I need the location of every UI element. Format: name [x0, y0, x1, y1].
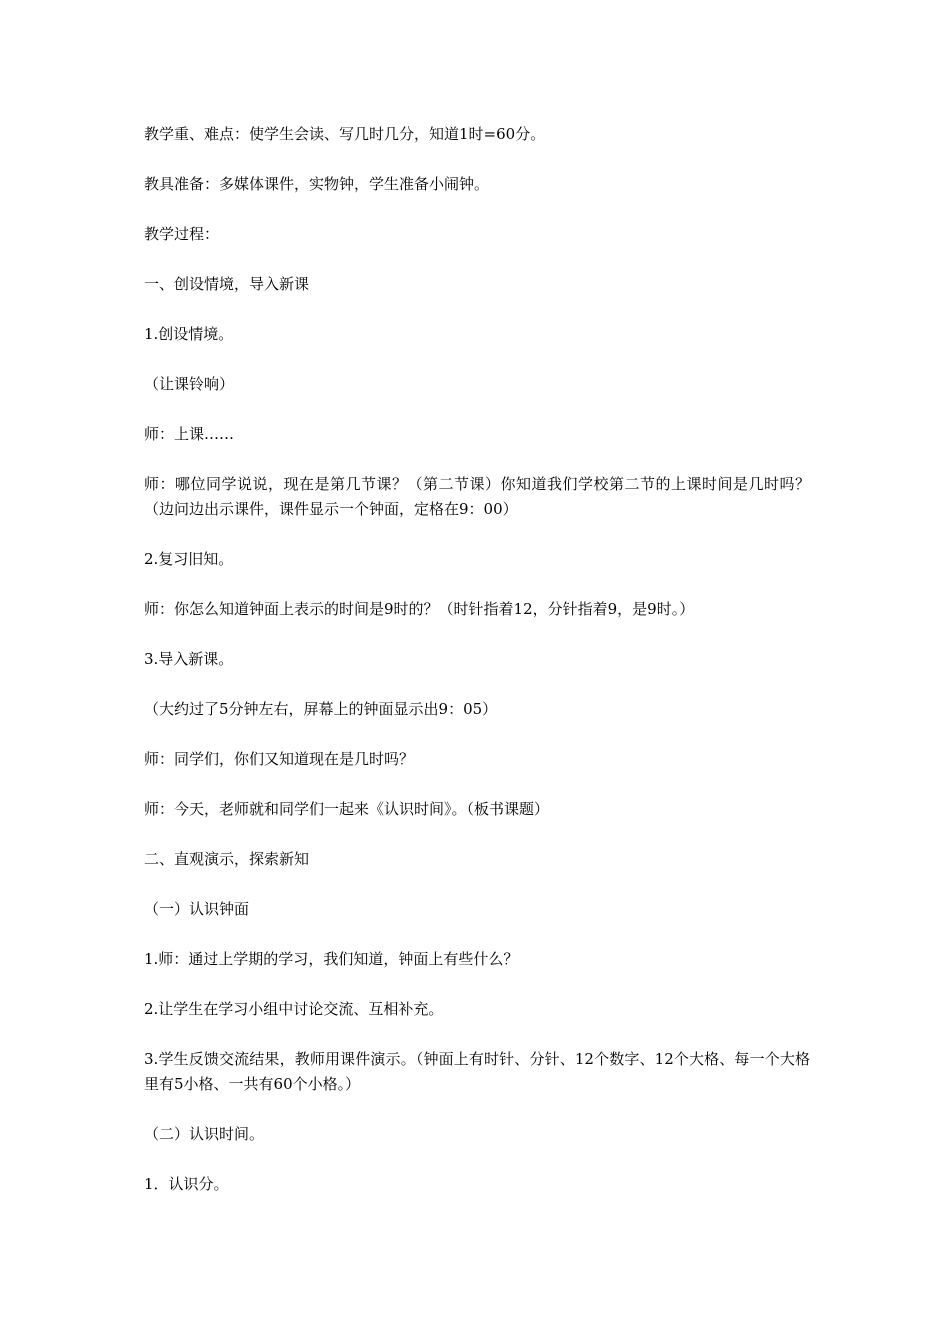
paragraph-feedback: 3.学生反馈交流结果，教师用课件演示。（钟面上有时针、分针、12个数字、12个大格、每一个大格里有5小格、一共有60个小格。）: [144, 1050, 810, 1093]
paragraph-teacher-question: 师：哪位同学说说，现在是第几节课？（第二节课）你知道我们学校第二节的上课时间是几时吗？（边问边出示课件，课件显示一个钟面，定格在9：00）: [144, 475, 810, 518]
paragraph-teacher-ask: 师：同学们，你们又知道现在是几时吗？: [144, 750, 415, 768]
paragraph-review: 师：你怎么知道钟面上表示的时间是9时的？（时针指着12，分针指着9，是9时。）: [144, 600, 695, 618]
paragraph-group-discussion: 2.让学生在学习小组中讨论交流、互相补充。: [144, 1000, 444, 1018]
paragraph-clock-change: （大约过了5分钟左右，屏幕上的钟面显示出9：05）: [144, 700, 498, 718]
paragraph-clock-face-question: 1.师：通过上学期的学习，我们知道，钟面上有些什么？: [144, 950, 519, 968]
paragraph-topic-intro: 师：今天，老师就和同学们一起来《认识时间》。（板书课题）: [144, 800, 550, 818]
document-body: [144, 122, 810, 1197]
paragraph-item-2: 2.复习旧知。: [144, 550, 234, 568]
paragraph-item-1: 1.创设情境。: [144, 325, 234, 343]
section-heading-1: 一、创设情境，导入新课: [144, 275, 310, 293]
subsection-heading-2: （二）认识时间。: [144, 1125, 265, 1143]
paragraph-bell: （让课铃响）: [144, 375, 235, 393]
paragraph-minutes: 1．认识分。: [144, 1175, 229, 1193]
paragraph-process-heading: 教学过程：: [144, 225, 220, 243]
paragraph-item-3: 3.导入新课。: [144, 650, 234, 668]
section-heading-2: 二、直观演示，探索新知: [144, 850, 310, 868]
subsection-heading-1: （一）认识钟面: [144, 900, 250, 918]
paragraph-key-points: 教学重、难点：使学生会读、写几时几分，知道1时=60分。: [144, 125, 546, 143]
paragraph-teacher-start: 师：上课……: [144, 425, 235, 443]
paragraph-teaching-aids: 教具准备：多媒体课件，实物钟，学生准备小闹钟。: [144, 175, 490, 193]
